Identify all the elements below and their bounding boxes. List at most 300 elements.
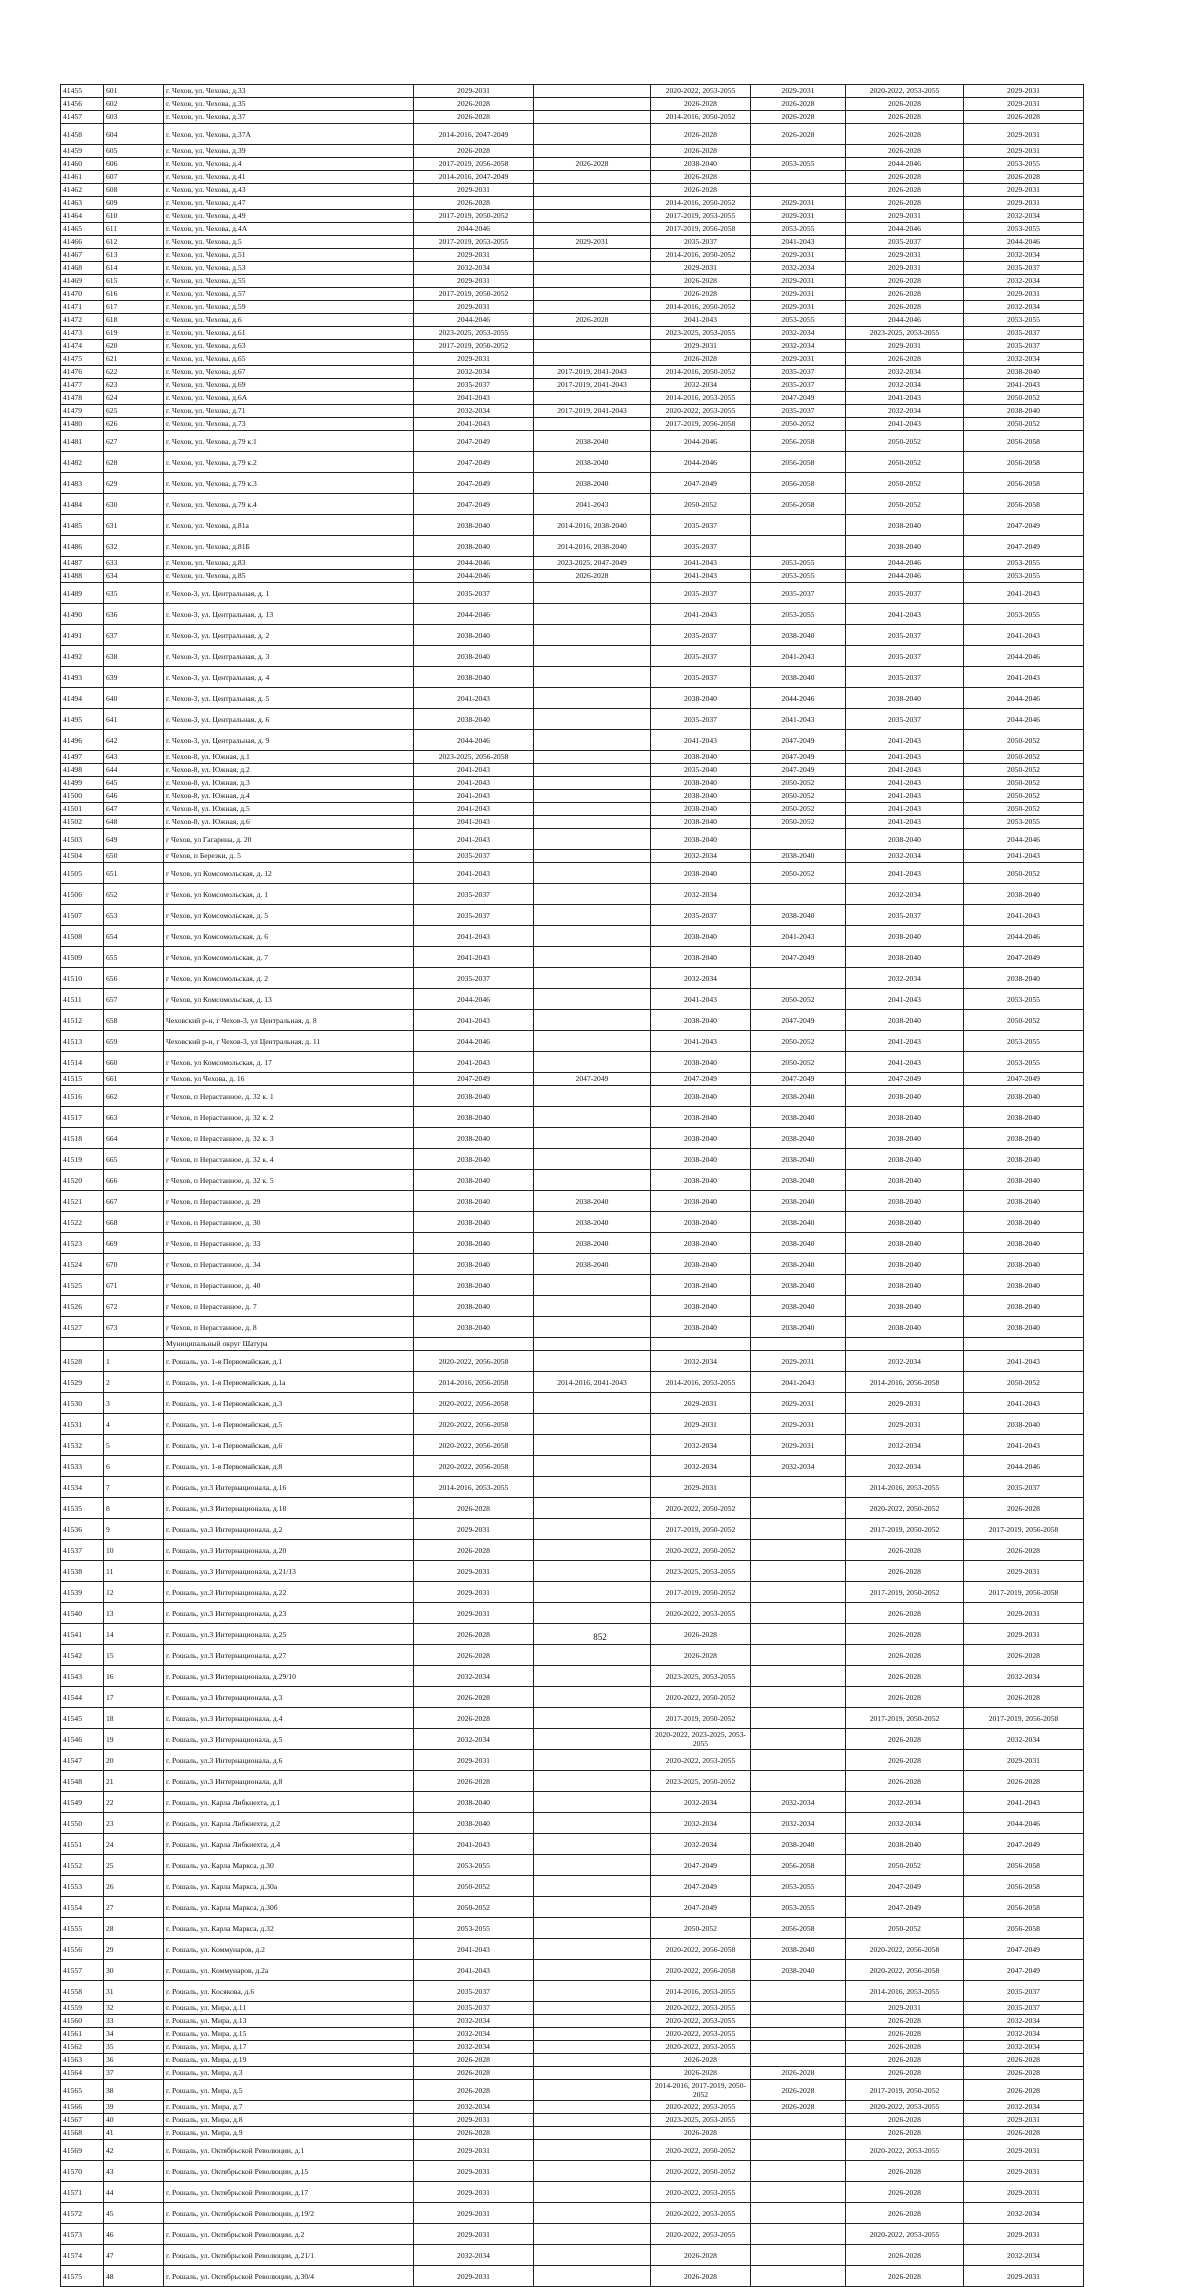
period-3-cell: 2038-2040 [651,803,751,816]
period-5-cell: 2026-2028 [846,111,964,124]
period-6-cell: 2035-2037 [964,262,1084,275]
period-5-cell: 2032-2034 [846,850,964,863]
row-number-cell: 628 [104,452,164,473]
period-3-cell: 2023-2025, 2053-2055 [651,1666,751,1687]
period-1-cell: 2038-2040 [414,1086,534,1107]
period-5-cell: 2041-2043 [846,790,964,803]
period-6-cell: 2038-2040 [964,1414,1084,1435]
period-6-cell: 2029-2031 [964,1624,1084,1645]
record-id-cell: 41565 [61,2080,104,2101]
row-number-cell: 27 [104,1897,164,1918]
record-id-cell: 41484 [61,494,104,515]
period-1-cell: 2026-2028 [414,1771,534,1792]
record-id-cell: 41490 [61,604,104,625]
row-number-cell: 668 [104,1212,164,1233]
row-number-cell: 35 [104,2041,164,2054]
period-1-cell: 2014-2016, 2047-2049 [414,124,534,145]
period-5-cell: 2026-2028 [846,2114,964,2127]
record-id-cell: 41504 [61,850,104,863]
address-cell: Чеховский р-н, г Чехов-3, ул Центральная, д. 8 [164,1010,414,1031]
period-1-cell: 2029-2031 [414,1519,534,1540]
table-row [61,85,1084,98]
address-cell: г. Чехов-3, ул. Центральная, д. 9 [164,730,414,751]
period-2-cell [534,1897,651,1918]
period-5-cell: 2020-2022, 2053-2055 [846,85,964,98]
record-id-cell: 41495 [61,709,104,730]
period-2-cell [534,2140,651,2161]
period-6-cell: 2026-2028 [964,2054,1084,2067]
row-number-cell: 15 [104,1645,164,1666]
period-5-cell: 2020-2022, 2056-2058 [846,1960,964,1981]
period-4-cell: 2032-2034 [751,262,846,275]
period-1-cell: 2038-2040 [414,1128,534,1149]
period-3-cell: 2020-2022, 2050-2052 [651,2161,751,2182]
period-1-cell: 2029-2031 [414,2140,534,2161]
table-row [61,557,1084,570]
period-4-cell: 2035-2037 [751,405,846,418]
period-1-cell: 2044-2046 [414,570,534,583]
address-cell: г. Рошаль, ул.3 Интернационала, д.4 [164,1708,414,1729]
period-3-cell: 2020-2022, 2053-2055 [651,1603,751,1624]
period-4-cell [751,1645,846,1666]
period-5-cell: 2032-2034 [846,968,964,989]
table-row [61,1603,1084,1624]
period-3-cell: 2050-2052 [651,494,751,515]
period-2-cell [534,1052,651,1073]
period-6-cell: 2029-2031 [964,98,1084,111]
row-number-cell: 654 [104,926,164,947]
period-2-cell: 2038-2040 [534,1212,651,1233]
period-1-cell: 2047-2049 [414,431,534,452]
table-row [61,515,1084,536]
record-id-cell: 41501 [61,803,104,816]
record-id-cell: 41560 [61,2015,104,2028]
period-6-cell: 2026-2028 [964,1540,1084,1561]
period-4-cell: 2029-2031 [751,1351,846,1372]
period-1-cell: 2041-2043 [414,1052,534,1073]
period-3-cell: 2047-2049 [651,1073,751,1086]
record-id-cell: 41539 [61,1582,104,1603]
period-4-cell: 2050-2052 [751,863,846,884]
table-row [61,2080,1084,2101]
period-5-cell: 2035-2037 [846,709,964,730]
period-2-cell [534,184,651,197]
table-row [61,145,1084,158]
period-5-cell: 2032-2034 [846,366,964,379]
period-3-cell: 2047-2049 [651,1897,751,1918]
record-id-cell: 41519 [61,1149,104,1170]
record-id-cell: 41465 [61,223,104,236]
table-row [61,1960,1084,1981]
row-number-cell: 652 [104,884,164,905]
table-row [61,158,1084,171]
period-6-cell: 2032-2034 [964,301,1084,314]
address-cell: г. Чехов, ул. Чехова, д.39 [164,145,414,158]
period-4-cell: 2056-2058 [751,1855,846,1876]
period-6-cell: 2026-2028 [964,171,1084,184]
period-2-cell: 2026-2028 [534,314,651,327]
period-3-cell: 2017-2019, 2056-2058 [651,223,751,236]
address-cell: г. Рошаль, ул.3 Интернационала, д.27 [164,1645,414,1666]
period-6-cell: 2029-2031 [964,2266,1084,2287]
record-id-cell: 41464 [61,210,104,223]
address-cell: г. Чехов, ул. Чехова, д.79 к.3 [164,473,414,494]
row-number-cell: 3 [104,1393,164,1414]
period-3-cell: 2026-2028 [651,2067,751,2080]
period-1-cell: 2041-2043 [414,829,534,850]
table-row [61,1073,1084,1086]
period-5-cell: 2041-2043 [846,863,964,884]
period-6-cell: 2050-2052 [964,764,1084,777]
period-4-cell: 2038-2040 [751,1296,846,1317]
table-row [61,536,1084,557]
period-5-cell: 2026-2028 [846,1624,964,1645]
period-4-cell: 2053-2055 [751,1897,846,1918]
address-cell: г. Чехов, ул. Чехова, д.73 [164,418,414,431]
table-row [61,2015,1084,2028]
row-number-cell: 630 [104,494,164,515]
period-2-cell: 2041-2043 [534,494,651,515]
period-2-cell [534,2203,651,2224]
period-6-cell: 2053-2055 [964,223,1084,236]
row-number-cell: 669 [104,1233,164,1254]
row-number-cell: 7 [104,1477,164,1498]
row-number-cell: 660 [104,1052,164,1073]
record-id-cell: 41542 [61,1645,104,1666]
period-1-cell: 2038-2040 [414,667,534,688]
period-3-cell: 2038-2040 [651,158,751,171]
row-number-cell: 650 [104,850,164,863]
row-number-cell: 601 [104,85,164,98]
record-id-cell: 41522 [61,1212,104,1233]
period-2-cell [534,989,651,1010]
address-cell: г. Чехов, ул. Чехова, д.57 [164,288,414,301]
period-3-cell: 2014-2016, 2050-2052 [651,111,751,124]
period-1-cell: 2038-2040 [414,1107,534,1128]
period-6-cell: 2044-2046 [964,926,1084,947]
address-cell: г. Рошаль, ул. Октябрьской Революции, д.2 [164,2224,414,2245]
row-number-cell: 633 [104,557,164,570]
period-4-cell: 2053-2055 [751,557,846,570]
period-2-cell: 2026-2028 [534,570,651,583]
table-row [61,1275,1084,1296]
table-row [61,124,1084,145]
period-1-cell: 2032-2034 [414,262,534,275]
period-2-cell [534,1010,651,1031]
period-3-cell: 2038-2040 [651,1296,751,1317]
period-4-cell [751,2114,846,2127]
address-cell: г. Чехов, ул. Чехова, д.85 [164,570,414,583]
period-1-cell: 2041-2043 [414,688,534,709]
period-2-cell [534,2080,651,2101]
row-number-cell: 665 [104,1149,164,1170]
period-6-cell: 2041-2043 [964,1792,1084,1813]
period-3-cell: 2029-2031 [651,1414,751,1435]
period-3-cell: 2038-2040 [651,688,751,709]
record-id-cell: 41513 [61,1031,104,1052]
period-6-cell: 2032-2034 [964,2245,1084,2266]
address-cell: г. Чехов, ул. Чехова, д.63 [164,340,414,353]
period-6-cell: 2041-2043 [964,850,1084,863]
period-1-cell: 2032-2034 [414,2028,534,2041]
row-number-cell: 25 [104,1855,164,1876]
row-number-cell: 645 [104,777,164,790]
period-5-cell: 2029-2031 [846,1393,964,1414]
period-5-cell: 2050-2052 [846,431,964,452]
address-cell: г. Чехов, ул. Чехова, д.33 [164,85,414,98]
period-4-cell [751,2224,846,2245]
period-6-cell: 2050-2052 [964,1010,1084,1031]
period-2-cell [534,667,651,688]
period-1-cell: 2044-2046 [414,730,534,751]
record-id-cell: 41512 [61,1010,104,1031]
period-2-cell [534,2002,651,2015]
period-1-cell: 2029-2031 [414,275,534,288]
address-cell: г. Рошаль, ул. Карла Либкнехта, д.2 [164,1813,414,1834]
row-number-cell: 17 [104,1687,164,1708]
period-5-cell: 2038-2040 [846,1191,964,1212]
record-id-cell: 41533 [61,1456,104,1477]
period-4-cell: 2053-2055 [751,314,846,327]
period-3-cell: 2017-2019, 2053-2055 [651,210,751,223]
table-row [61,1477,1084,1498]
period-6-cell: 2041-2043 [964,905,1084,926]
period-1-cell: 2026-2028 [414,98,534,111]
row-number-cell: 653 [104,905,164,926]
address-cell: г. Чехов, ул. Чехова, д.35 [164,98,414,111]
period-1-cell: 2026-2028 [414,197,534,210]
period-4-cell [751,1666,846,1687]
period-4-cell: 2038-2040 [751,1275,846,1296]
period-5-cell: 2029-2031 [846,210,964,223]
period-5-cell: 2026-2028 [846,1645,964,1666]
period-2-cell [534,145,651,158]
period-5-cell: 2032-2034 [846,1435,964,1456]
address-cell: г. Рошаль, ул. Карла Либкнехта, д.4 [164,1834,414,1855]
period-3-cell: 2035-2040 [651,764,751,777]
row-number-cell: 623 [104,379,164,392]
period-1-cell: 2020-2022, 2056-2058 [414,1351,534,1372]
period-1-cell: 2029-2031 [414,249,534,262]
period-1-cell: 2038-2040 [414,1275,534,1296]
period-4-cell [751,1708,846,1729]
table-row [61,2245,1084,2266]
period-5-cell: 2026-2028 [846,145,964,158]
record-id-cell: 41485 [61,515,104,536]
period-1-cell: 2026-2028 [414,2054,534,2067]
period-2-cell [534,968,651,989]
table-row [61,327,1084,340]
period-1-cell: 2038-2040 [414,536,534,557]
period-4-cell [751,2041,846,2054]
period-4-cell: 2050-2052 [751,777,846,790]
row-number-cell: 673 [104,1317,164,1338]
period-6-cell: 2026-2028 [964,2127,1084,2140]
period-1-cell: 2026-2028 [414,2080,534,2101]
period-1-cell: 2032-2034 [414,2041,534,2054]
period-5-cell: 2029-2031 [846,249,964,262]
period-6-cell: 2038-2040 [964,1191,1084,1212]
row-number-cell: 41 [104,2127,164,2140]
period-2-cell: 2014-2016, 2041-2043 [534,1372,651,1393]
period-6-cell: 2044-2046 [964,829,1084,850]
record-id-cell: 41541 [61,1624,104,1645]
table-row [61,1435,1084,1456]
period-3-cell: 2035-2037 [651,646,751,667]
record-id-cell: 41526 [61,1296,104,1317]
address-cell: г. Чехов-8, ул. Южная, д.4 [164,790,414,803]
address-cell: г. Рошаль, ул.3 Интернационала, д.8 [164,1771,414,1792]
period-1-cell: 2047-2049 [414,452,534,473]
period-2-cell [534,1456,651,1477]
address-cell: г. Рошаль, ул. 1-я Первомайская, д.8 [164,1456,414,1477]
period-6-cell: 2050-2052 [964,863,1084,884]
period-6-cell: 2056-2058 [964,1918,1084,1939]
period-5-cell: 2029-2031 [846,1414,964,1435]
address-cell: г. Чехов, ул. Чехова, д.71 [164,405,414,418]
period-6-cell: 2050-2052 [964,730,1084,751]
period-1-cell: 2017-2019, 2050-2052 [414,210,534,223]
record-id-cell: 41548 [61,1771,104,1792]
record-id-cell: 41574 [61,2245,104,2266]
period-6-cell: 2038-2040 [964,1275,1084,1296]
period-2-cell [534,1107,651,1128]
period-1-cell: 2050-2052 [414,1876,534,1897]
address-cell: г. Чехов, ул. Чехова, д.69 [164,379,414,392]
row-number-cell: 664 [104,1128,164,1149]
period-4-cell: 2038-2040 [751,1128,846,1149]
period-6-cell: 2026-2028 [964,1687,1084,1708]
period-5-cell: 2038-2040 [846,1275,964,1296]
period-1-cell: 2017-2019, 2050-2052 [414,288,534,301]
period-5-cell: 2026-2028 [846,275,964,288]
period-6-cell: 2044-2046 [964,236,1084,249]
address-cell: г Чехов, ул Комсомольская, д. 7 [164,947,414,968]
record-id-cell: 41468 [61,262,104,275]
row-number-cell: 613 [104,249,164,262]
address-cell: г. Рошаль, ул. Октябрьской Революции, д.17 [164,2182,414,2203]
period-1-cell: 2032-2034 [414,1729,534,1750]
table-row [61,1498,1084,1519]
period-5-cell: 2041-2043 [846,392,964,405]
table-row [61,1414,1084,1435]
period-4-cell: 2038-2040 [751,905,846,926]
period-4-cell [751,1750,846,1771]
record-id-cell: 41516 [61,1086,104,1107]
period-5-cell: 2038-2040 [846,536,964,557]
record-id-cell: 41543 [61,1666,104,1687]
period-5-cell: 2023-2025, 2053-2055 [846,327,964,340]
period-3-cell: 2026-2028 [651,353,751,366]
table-row [61,1317,1084,1338]
period-4-cell: 2041-2043 [751,1372,846,1393]
period-2-cell [534,688,651,709]
period-3-cell: 2041-2043 [651,604,751,625]
period-4-cell [751,2015,846,2028]
period-1-cell: 2038-2040 [414,1813,534,1834]
table-row [61,905,1084,926]
record-id-cell: 41461 [61,171,104,184]
period-1-cell: 2041-2043 [414,392,534,405]
record-id-cell: 41537 [61,1540,104,1561]
address-cell: г. Чехов, ул. Чехова, д.79 к.4 [164,494,414,515]
period-4-cell: 2041-2043 [751,709,846,730]
period-2-cell [534,2041,651,2054]
table-row [61,816,1084,829]
table-row [61,366,1084,379]
row-number-cell: 32 [104,2002,164,2015]
table-row [61,947,1084,968]
period-1-cell: 2038-2040 [414,709,534,730]
row-number-cell: 606 [104,158,164,171]
period-6-cell: 2038-2040 [964,1128,1084,1149]
address-cell: г. Чехов-3, ул. Центральная, д. 1 [164,583,414,604]
period-1-cell: 2041-2043 [414,1010,534,1031]
period-3-cell: 2020-2022, 2053-2055 [651,2182,751,2203]
table-row [61,340,1084,353]
period-1-cell: 2053-2055 [414,1918,534,1939]
period-3-cell: 2047-2049 [651,1876,751,1897]
period-1-cell: 2017-2019, 2056-2058 [414,158,534,171]
record-id-cell: 41536 [61,1519,104,1540]
address-cell: г. Рошаль, ул. 1-я Первомайская, д.1а [164,1372,414,1393]
record-id-cell: 41556 [61,1939,104,1960]
period-4-cell: 2032-2034 [751,1456,846,1477]
period-2-cell [534,863,651,884]
period-5-cell: 2038-2040 [846,1010,964,1031]
period-4-cell: 2056-2058 [751,494,846,515]
period-1-cell: 2029-2031 [414,2114,534,2127]
record-id-cell: 41491 [61,625,104,646]
period-4-cell: 2032-2034 [751,1792,846,1813]
address-cell: г. Чехов-3, ул. Центральная, д. 6 [164,709,414,730]
period-6-cell: 2017-2019, 2056-2058 [964,1519,1084,1540]
record-id-cell: 41508 [61,926,104,947]
period-4-cell: 2047-2049 [751,730,846,751]
period-3-cell: 2026-2028 [651,2245,751,2266]
period-6-cell: 2017-2019, 2056-2058 [964,1708,1084,1729]
row-number-cell: 672 [104,1296,164,1317]
record-id-cell: 41480 [61,418,104,431]
period-4-cell: 2026-2028 [751,98,846,111]
period-5-cell: 2026-2028 [846,301,964,314]
record-id-cell: 41571 [61,2182,104,2203]
period-1-cell: 2050-2052 [414,1897,534,1918]
period-6-cell: 2029-2031 [964,145,1084,158]
period-6-cell: 2041-2043 [964,583,1084,604]
row-number-cell: 612 [104,236,164,249]
row-number-cell: 604 [104,124,164,145]
period-4-cell: 2047-2049 [751,392,846,405]
table-row [61,1149,1084,1170]
period-4-cell [751,171,846,184]
period-4-cell: 2050-2052 [751,816,846,829]
period-4-cell [751,1729,846,1750]
period-5-cell: 2020-2022, 2053-2055 [846,2224,964,2245]
record-id-cell: 41524 [61,1254,104,1275]
record-id-cell: 41493 [61,667,104,688]
period-1-cell: 2041-2043 [414,1960,534,1981]
period-4-cell: 2047-2049 [751,764,846,777]
address-cell: г Чехов, п Нерастанное, д. 8 [164,1317,414,1338]
table-row [61,829,1084,850]
period-4-cell: 2032-2034 [751,340,846,353]
period-6-cell: 2038-2040 [964,1233,1084,1254]
address-cell: г Чехов, п Нерастанное, д. 32 к. 4 [164,1149,414,1170]
row-number-cell: 618 [104,314,164,327]
period-3-cell: 2014-2016, 2053-2055 [651,1981,751,2002]
table-row [61,2224,1084,2245]
